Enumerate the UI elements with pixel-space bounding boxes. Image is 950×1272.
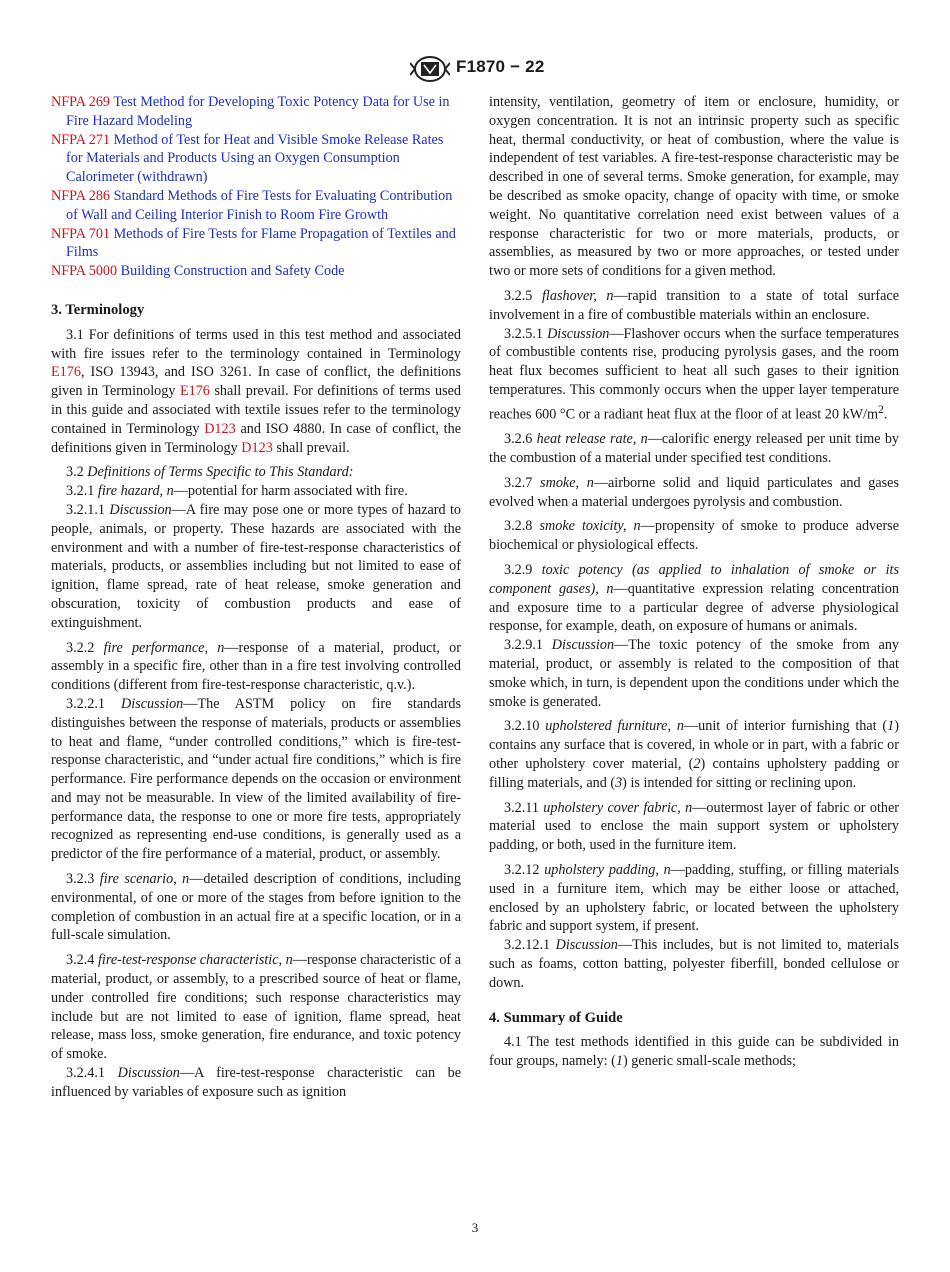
reference-item[interactable]: NFPA 5000 Building Construction and Safety Code [51, 263, 345, 280]
paragraph-3-2-2: 3.2.2 fire performance, n—response of a material, product, or assembly in a specific fire, other than in a fire test involving controlled conditions (different from fire-test-response characteristic, q.v.). [51, 639, 461, 694]
paragraph-3-2-12: 3.2.12 upholstery padding, n—padding, stuffing, or filling materials used in a furniture item, which may be either loose or attached, enclosed by an upholstery fabric, or located between the upholstery fabric and support system, if present. [489, 862, 899, 935]
link-d123[interactable]: D123 [241, 439, 273, 456]
page-header [0, 55, 950, 85]
paragraph-3-2-10: 3.2.10 upholstered furniture, n—unit of interior furnishing that (1) contains any surface that is covered, in whole or in part, with a fabric or other upholstery cover material, (2) contains upholstery padding or filling materials, and (3) is intended for sitting or reclining upon. [489, 718, 899, 791]
paragraph-3-2-4-1-continued: intensity, ventilation, geometry of item or enclosure, humidity, or oxygen concentration. It is not an intrinsic property such as specific heat, thermal conductivity, or heat of combustion, where the value is independent of test variables. A fire-test-response characteristic may be described in one of several terms. Smoke generation, for example, may be described as smoke opacity, change of opacity with time, or smoke weight. No quantitative correlation need exist between values of a response characteristic for two or more materials, products, or assemblies, as measured by two or more approaches, or tested under two or more sets of conditions for a given method. [489, 94, 899, 280]
reference-item[interactable]: NFPA 271 Method of Test for Heat and Visible Smoke Release Rates for Materials and Products Using an Oxygen Consumption Calorimeter (withdrawn) [51, 131, 444, 186]
section-heading-summary: 4. Summary of Guide [489, 1009, 623, 1026]
paragraph-3-2-5-1: 3.2.5.1 Discussion—Flashover occurs when the surface temperatures of combustible contents rise, producing pyrolysis gases, and the room heat flux becomes sufficient to heat all such gases to their ignition temperatures. This commonly occurs when the upper layer temperature reaches 600 °C or a radiant heat flux at the floor of at least 20 $kW/m^2$. [489, 325, 900, 423]
page-number: 3 [471, 1220, 479, 1235]
reference-item[interactable]: NFPA 701 Methods of Fire Tests for Flame Propagation of Textiles and Films [51, 225, 456, 261]
paragraph-3-2-5: 3.2.5 flashover, n—rapid transition to a state of total surface involvement in a fire of combustible materials within an enclosure. [489, 287, 899, 323]
link-e176[interactable]: E176 [179, 383, 210, 400]
paragraph-3-2-2-1: 3.2.2.1 Discussion—The ASTM policy on fire standards distinguishes between the response of materials, products or assemblies to heat and flame, “under controlled conditions,” which is fire-test-response characteristic, and “under actual fire conditions,” which is fire performance. Fire performance depends on the occasion or environment and may not be measurable. In view of the limited availability of fire-performance data, the response to one or more fire tests, appropriately recognized as representing end-use conditions, is generally used as a predictor of the fire performance of a material, product, or assembly. [51, 695, 461, 863]
paragraph-3-2-3: 3.2.3 fire scenario, n—detailed description of conditions, including environmental, of one or more of the stages from before ignition to the completion of combustion in an actual fire at a specific location, or in a full-scale simulation. [51, 871, 461, 944]
document-designation: F1870 − 22 [456, 57, 545, 76]
paragraph-3-2-4-1: 3.2.4.1 Discussion—A fire-test-response characteristic can be influenced by variables of exposure such as ignition [51, 1065, 461, 1100]
paragraph-3-2-1: 3.2.1 fire hazard, n—potential for harm associated with fire. [66, 483, 408, 500]
reference-item[interactable]: NFPA 286 Standard Methods of Fire Tests for Evaluating Contribution of Wall and Ceiling Interior Finish to Room Fire Growth [51, 187, 453, 223]
reference-item[interactable]: NFPA 269 Test Method for Developing Toxic Potency Data for Use in Fire Hazard Modeling [51, 94, 450, 129]
paragraph-3-2-4: 3.2.4 fire-test-response characteristic, n—response characteristic of a material, product, or assembly, to a prescribed source of heat or flame, under controlled fire conditions; such response characteristics may include but are not limited to ease of ignition, flame spread, heat release, mass loss, smoke generation, fire endurance, and toxic potency of smoke. [51, 952, 461, 1063]
paragraph-3-2: 3.2 Definitions of Terms Specific to This Standard: [66, 464, 354, 481]
paragraph-3-2-6: 3.2.6 heat release rate, n—calorific energy released per unit time by the combustion of a material under specified test conditions. [489, 431, 900, 467]
paragraph-3-2-8: 3.2.8 smoke toxicity, n—propensity of smoke to produce adverse biochemical or physiological effects. [489, 518, 899, 554]
link-d123[interactable]: D123 [204, 420, 236, 437]
reference-list [51, 93, 461, 281]
left-column [51, 93, 461, 1102]
paragraph-3-2-11: 3.2.11 upholstery cover fabric, n—outermost layer of fabric or other material used to enclose the main support system or upholstery padding, or both, used in the furniture item. [489, 799, 899, 854]
astm-logo-icon [410, 55, 450, 83]
paragraph-3-2-9-1: 3.2.9.1 Discussion—The toxic potency of the smoke from any material, product, or assembly is related to the composition of that smoke which, in turn, is dependent upon the conditions under which the smoke is generated. [489, 637, 900, 710]
paragraph-3-2-12-1: 3.2.12.1 Discussion—This includes, but is not limited to, materials such as foams, cotton batting, polyester fiberfill, bonded cellulose or down. [489, 937, 899, 991]
paragraph-3-2-7: 3.2.7 smoke, n—airborne solid and liquid particulates and gases evolved when a material undergoes pyrolysis and combustion. [489, 474, 900, 510]
paragraph-3-2-9: 3.2.9 toxic potency (as applied to inhalation of smoke or its component gases), n—quantitative expression relating concentration and exposure time to a particular degree of adverse physiological response, for example, death, on exposure of humans or animals. [489, 562, 899, 635]
paragraph-3-1: 3.1 For definitions of terms used in this test method and associated with fire issues refer to the terminology contained in Terminology E176, ISO 13943, and ISO 3261. In case of conflict, the definitions given in Terminology E176 shall prevail. For definitions of terms used in this guide and associated with textile issues refer to the terminology contained in Terminology D123 and ISO 4880. In case of conflict, the definitions given in Terminology D123 shall prevail. [51, 326, 462, 456]
paragraph-3-2-1-1: 3.2.1.1 Discussion—A fire may pose one or more types of hazard to people, animals, or property. These hazards are associated with the environment and with a number of fire-test-response characteristics of materials, products, or assemblies including but not limited to ease of ignition, flame spread, rate of heat release, smoke generation and obscuration, toxicity of combustion products and ease of extinguishment. [51, 501, 461, 631]
right-column [489, 93, 899, 1071]
link-e176[interactable]: E176 [51, 364, 81, 381]
paragraph-4-1: 4.1 The test methods identified in this guide can be subdivided in four groups, namely: (1) generic small-scale methods; [489, 1034, 899, 1070]
section-heading-terminology: 3. Terminology [51, 301, 145, 318]
